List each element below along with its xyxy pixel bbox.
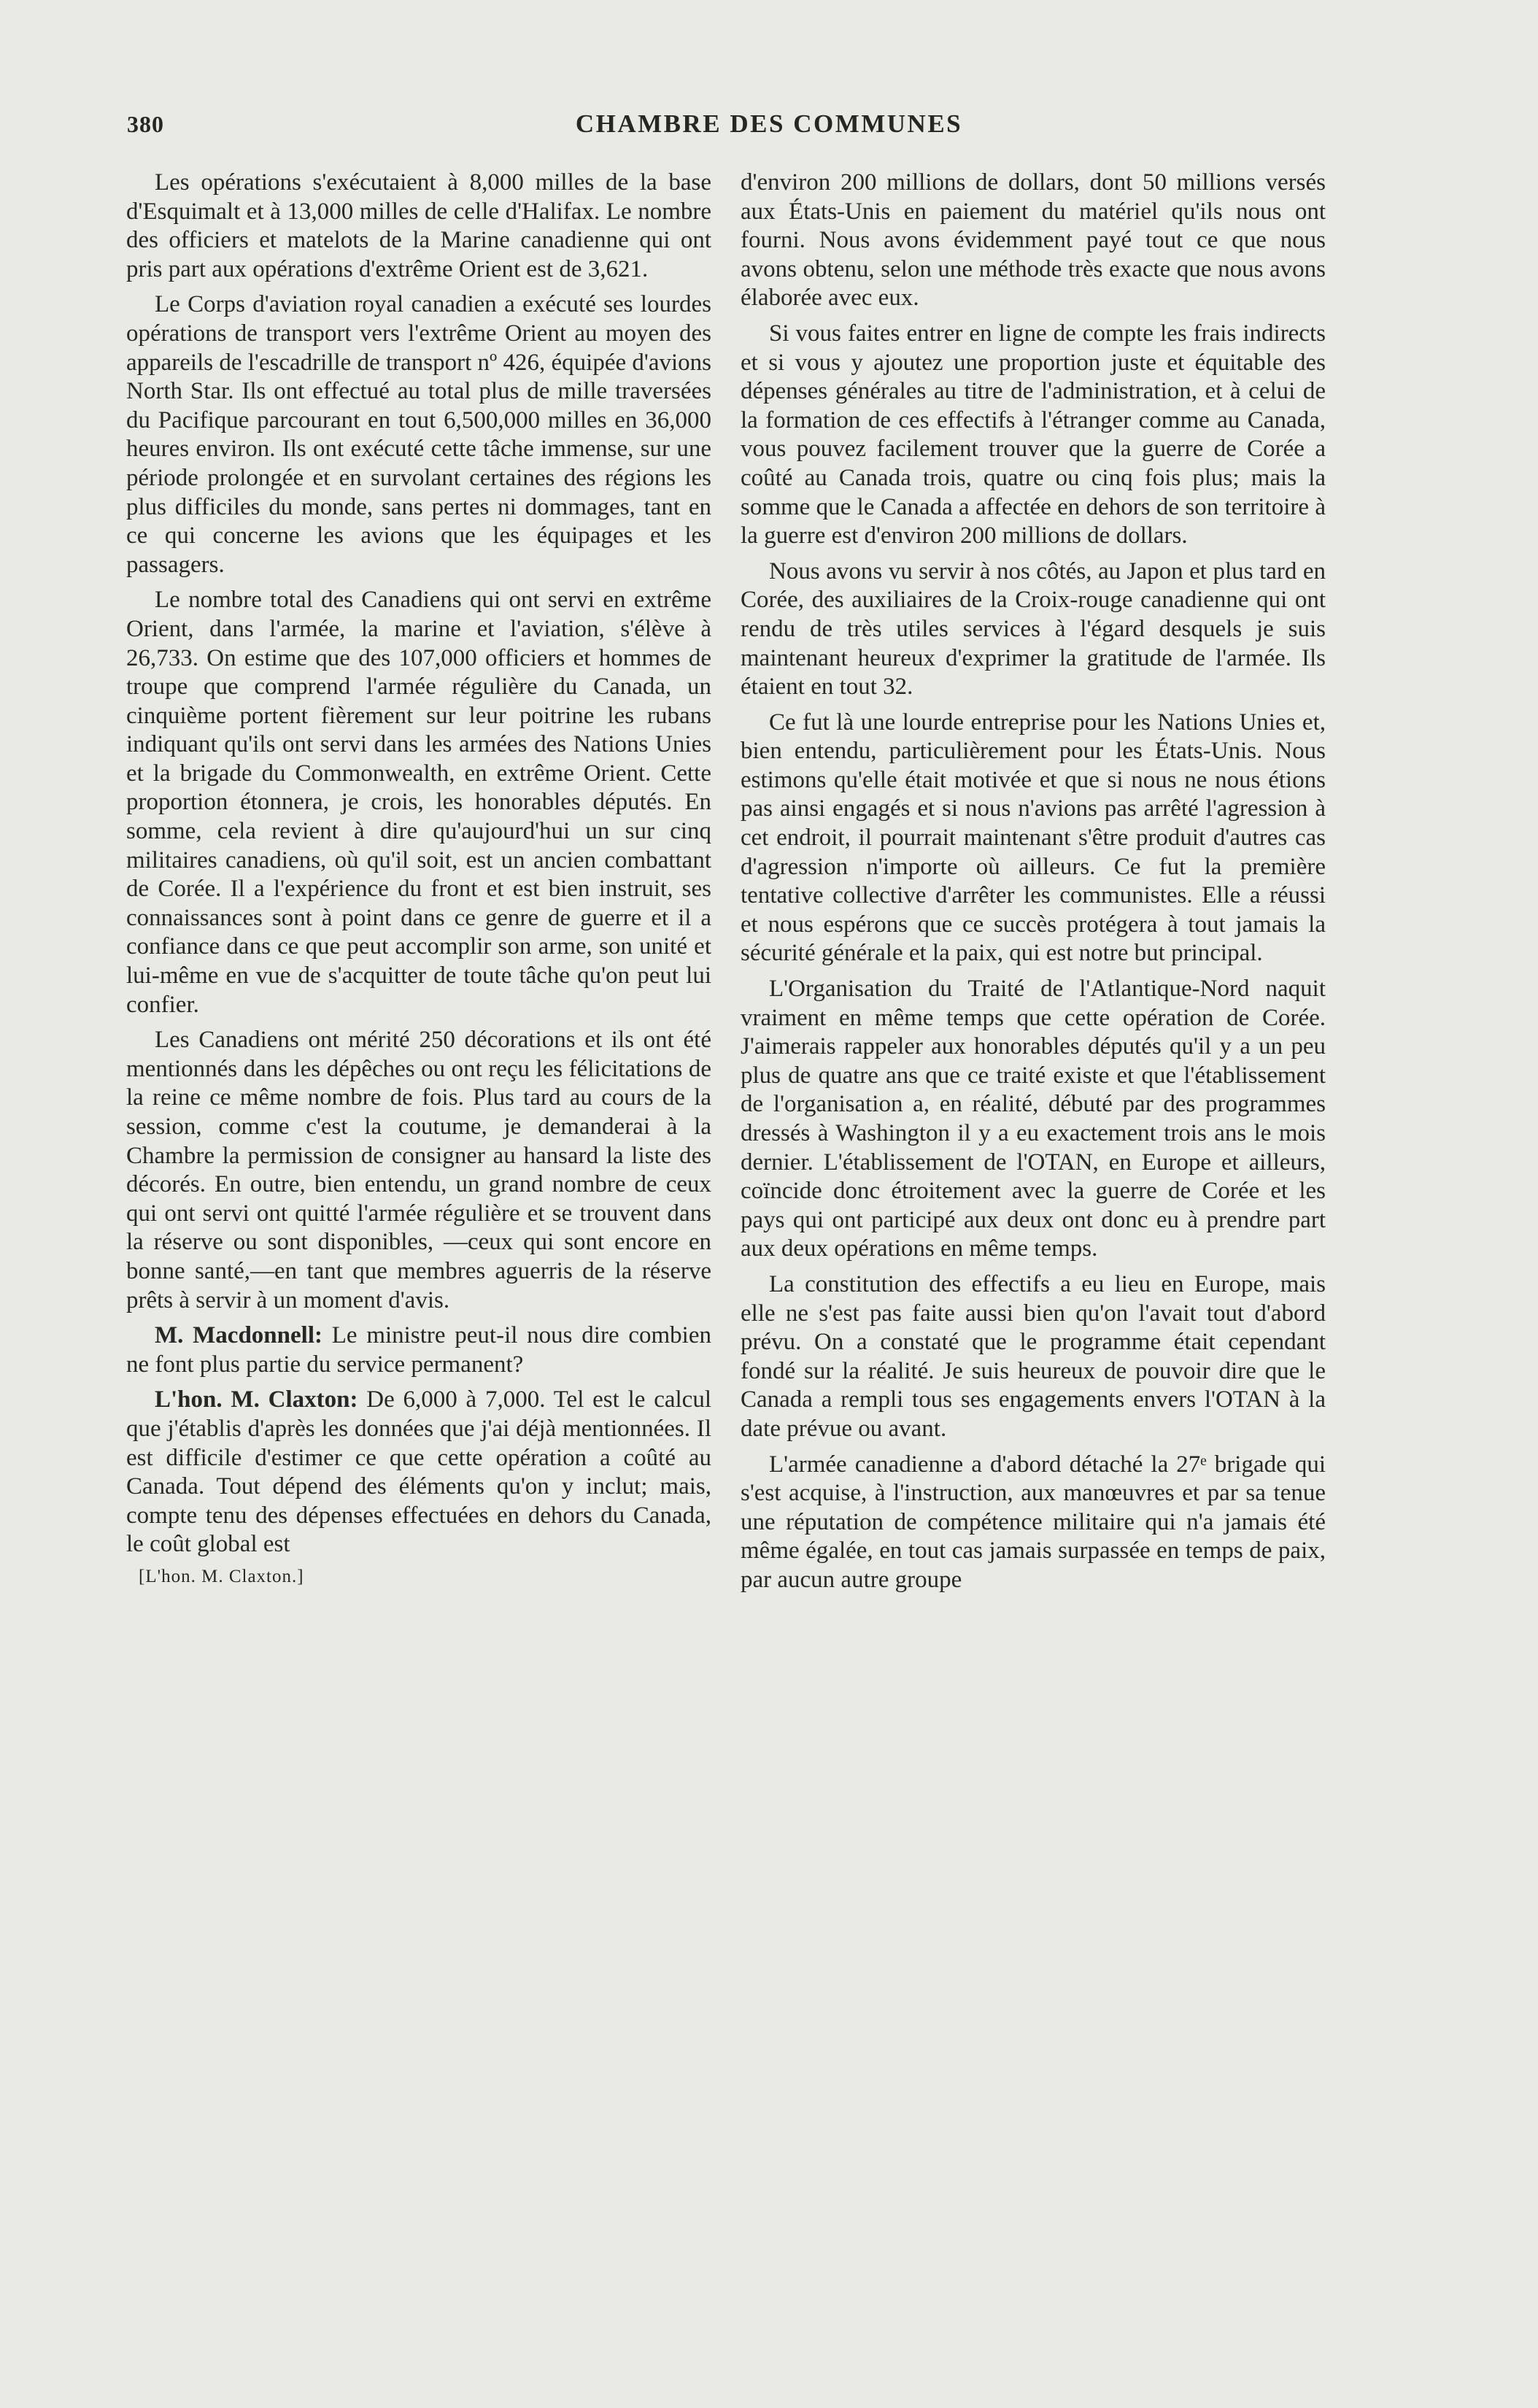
speaker-name: M. Macdonnell: <box>155 1322 322 1349</box>
paragraph: La constitution des effectifs a eu lieu en Europe, mais elle ne s'est pas faite aussi bien qu'on l'avait tout d'abord prévu. On a constaté que le programme était cependant fondé sur la réalité. Je suis heureux de pouvoir dire que le Canada a rempli tous ses engagements envers l'OTAN à la date prévue ou avant. <box>741 1270 1326 1442</box>
page-number: 380 <box>127 111 164 137</box>
speaker-name: L'hon. M. Claxton: <box>155 1386 358 1413</box>
paragraph: L'Organisation du Traité de l'Atlantique-Nord naquit vraiment en même temps que cette opération de Corée. J'aimerais rappeler aux honorables députés qu'il y a un peu plus de quatre ans que ce traité existe et que l'établissement de l'organisation a, en réalité, débuté par des programmes dressés à Washington il y a eu exactement trois ans le mois dernier. L'établissement de l'OTAN, en Europe et ailleurs, coïncide donc étroitement avec la guerre de Corée et les pays qui ont participé aux deux ont donc eu à prendre part aux deux opérations en même temps. <box>741 976 1326 1262</box>
speech-macdonnell <box>126 1321 711 1379</box>
paragraph: Les Canadiens ont mérité 250 décorations et ils ont été mentionnés dans les dépêches ou ont reçu les félicitations de la reine ce même nombre de fois. Plus tard au cours de la session, comme c'est la coutume, je demanderai à la Chambre la permission de consigner au hansard la liste des décorés. En outre, bien entendu, un grand nombre de ceux qui ont servi ont quitté l'armée régulière et se trouvent dans la réserve ou sont disponibles, —ceux qui sont encore en bonne santé,—en tant que membres aguerris de la réserve prêts à servir à un moment d'avis. <box>126 1027 711 1313</box>
paragraph: Si vous faites entrer en ligne de compte les frais indirects et si vous y ajoutez une proportion juste et équitable des dépenses générales au titre de l'administration, et à celui de la formation de ces effectifs à l'étranger comme au Canada, vous pouvez facilement trouver que la guerre de Corée a coûté au Canada trois, quatre ou cinq fois plus; mais la somme que le Canada a affectée en dehors de son territoire à la guerre est d'environ 200 millions de dollars. <box>741 320 1326 549</box>
footer-speaker-note: [L'hon. M. Claxton.] <box>139 1566 304 1586</box>
paragraph: Le nombre total des Canadiens qui ont servi en extrême Orient, dans l'armée, la marine et l'aviation, s'élève à 26,733. On estime que des 107,000 officiers et hommes de troupe que comprend l'armée régulière du Canada, un cinquième portent fièrement sur leur poitrine les rubans indiquant qu'ils ont servi dans les armées des Nations Unies et la brigade du Commonwealth, en extrême Orient. Cette proportion étonnera, je crois, les honorables députés. En somme, cela revient à dire qu'aujourd'hui un sur cinq militaires canadiens, où qu'il soit, est un ancien combattant de Corée. Il a l'expérience du front et est bien instruit, ses connaissances sont à point dans ce genre de guerre et il a confiance dans ce que peut accomplir son arme, son unité et lui-même en vue de s'acquitter de toute tâche qu'on peut lui confier. <box>126 587 711 1018</box>
paragraph: Le Corps d'aviation royal canadien a exécuté ses lourdes opérations de transport vers l'extrême Orient au moyen des appareils de l'escadrille de transport nº 426, équipée d'avions North Star. Ils ont effectué au total plus de mille traversées du Pacifique parcourant en tout 6,500,000 milles en 36,000 heures environ. Ils ont exécuté cette tâche immense, sur une période prolongée et en survolant certaines des régions les plus difficiles du monde, sans pertes ni dommages, tant en ce qui concerne les avions que les équipages et les passagers. <box>126 291 711 578</box>
paragraph: d'environ 200 millions de dollars, dont 50 millions versés aux États-Unis en paiement du matériel qu'ils nous ont fourni. Nous avons évidemment payé tout ce que nous avons obtenu, selon une méthode très exacte que nous avons élaborée avec eux. <box>741 169 1326 312</box>
paragraph: Ce fut là une lourde entreprise pour les Nations Unies et, bien entendu, particulièrement pour les États-Unis. Nous estimons qu'elle était motivée et que si nous ne nous étions pas ainsi engagés et si nous n'avions pas arrêté l'agression à cet endroit, il pourrait maintenant s'être produit d'autres cas d'agression n'importe où ailleurs. Ce fut la première tentative collective d'arrêter les communistes. Elle a réussi et nous espérons que ce succès protégera à tout jamais la sécurité générale et la paix, qui est notre but principal. <box>741 709 1326 967</box>
speech-text: Le ministre peut-il nous dire combien ne font plus partie du service permanent? <box>126 1322 711 1378</box>
left-column <box>126 169 711 1588</box>
paragraph: Les opérations s'exécutaient à 8,000 milles de la base d'Esquimalt et à 13,000 milles de celle d'Halifax. Le nombre des officiers et matelots de la Marine canadienne qui ont pris part aux opérations d'extrême Orient est de 3,621. <box>126 169 711 282</box>
speech-claxton <box>126 1386 711 1559</box>
paragraph: Nous avons vu servir à nos côtés, au Japon et plus tard en Corée, des auxiliaires de la Croix-rouge canadienne qui ont rendu de très utiles services à l'égard desquels je suis maintenant heureux d'exprimer la gratitude de l'armée. Ils étaient en tout 32. <box>741 557 1326 701</box>
paragraph: L'armée canadienne a d'abord détaché la 27ᵉ brigade qui s'est acquise, à l'instruction, aux manœuvres et par sa tenue une réputation de compétence militaire qui n'a jamais été même égalée, en tout cas jamais surpassée en temps de paix, par aucun autre groupe <box>741 1451 1326 1593</box>
right-column <box>741 169 1326 1602</box>
running-title: CHAMBRE DES COMMUNES <box>575 109 963 138</box>
speech-text: De 6,000 à 7,000. Tel est le calcul que j'établis d'après les données que j'ai déjà mentionnées. Il est difficile d'estimer ce que cette opération a coûté au Canada. Tout dépend des éléments qu'on y inclut; mais, compte tenu des dépenses effectuées en dehors du Canada, le coût global est <box>126 1386 711 1558</box>
